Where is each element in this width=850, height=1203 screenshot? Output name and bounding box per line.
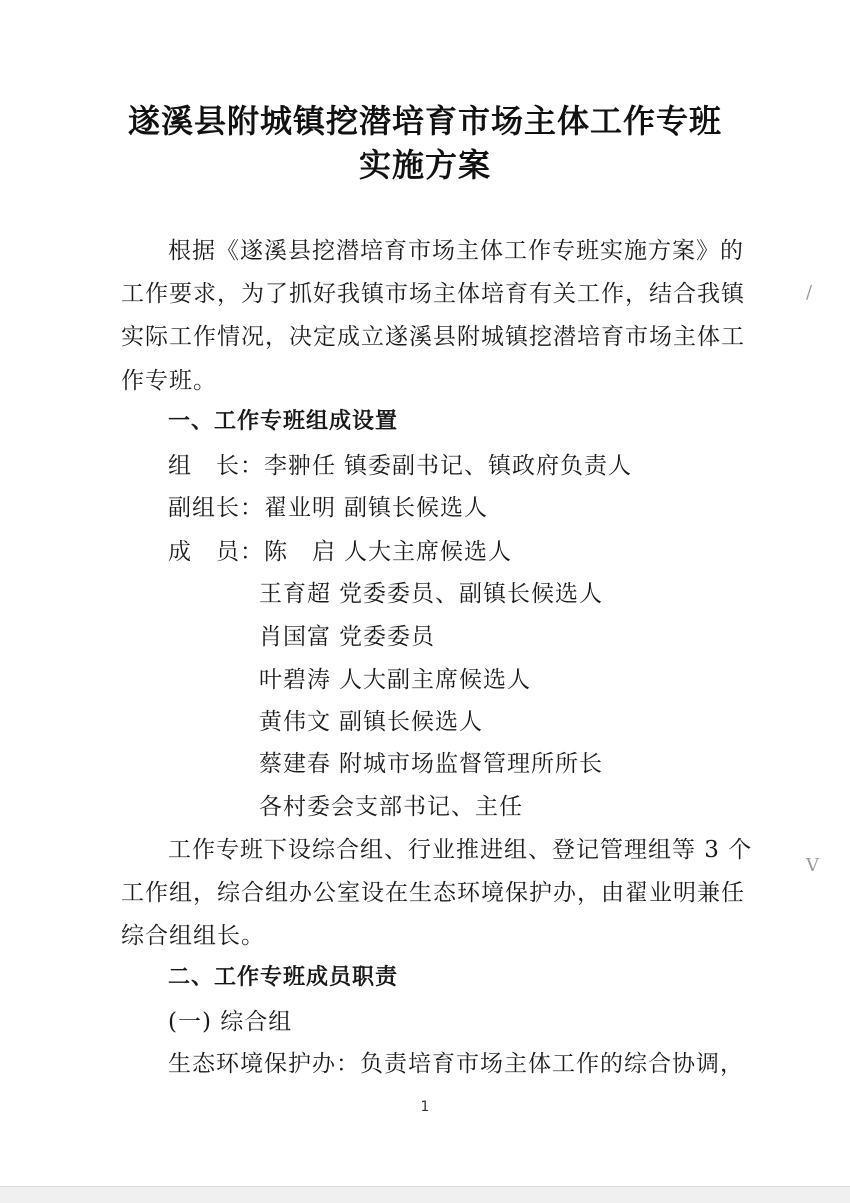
deputy-row xyxy=(168,489,488,522)
section1-para-line-1: 工作专班下设综合组、行业推进组、登记管理组等 3 个 xyxy=(168,837,753,863)
section2-text: 生态环境保护办：负责培育市场主体工作的综合协调， xyxy=(168,1051,744,1077)
member-row-7: 各村委会支部书记、主任 xyxy=(259,794,523,820)
section1-heading: 一、工作专班组成设置 xyxy=(168,409,399,434)
document-title-line2: 实施方案 xyxy=(358,146,491,184)
scan-mark: / xyxy=(806,282,813,303)
member-name: 陈 启 xyxy=(264,539,336,565)
member-role: 副镇长候选人 xyxy=(339,709,483,735)
member-name: 王育超 xyxy=(259,581,331,607)
leader-row xyxy=(168,447,632,480)
member-row-6 xyxy=(259,745,603,778)
member-row-3 xyxy=(259,618,435,651)
member-role: 党委委员、副镇长候选人 xyxy=(339,581,603,607)
scan-mark: V xyxy=(806,855,819,876)
member-row-5 xyxy=(259,703,483,736)
member-name: 蔡建春 xyxy=(259,751,331,777)
scan-bottom-edge xyxy=(0,1186,850,1203)
member-name: 叶碧涛 xyxy=(259,667,331,693)
section1-para-line-3: 综合组组长。 xyxy=(121,923,265,949)
section2-heading: 二、工作专班成员职责 xyxy=(168,965,399,990)
member-role: 人大主席候选人 xyxy=(344,539,512,565)
member-row-4 xyxy=(259,661,531,694)
leader-label: 组 长： xyxy=(168,453,264,479)
document-title-line1: 遂溪县附城镇挖潜培育市场主体工作专班 xyxy=(127,102,722,140)
members-label: 成 员： xyxy=(168,539,264,565)
deputy-name: 翟业明 xyxy=(264,495,336,521)
member-row-2 xyxy=(259,575,603,608)
member-role: 党委委员 xyxy=(339,624,435,650)
section2-subheading: (一) 综合组 xyxy=(168,1009,293,1035)
section1-para-line-2: 工作组，综合组办公室设在生态环境保护办，由翟业明兼任 xyxy=(121,880,745,906)
member-name: 黄伟文 xyxy=(259,709,331,735)
intro-line-2: 工作要求，为了抓好我镇市场主体培育有关工作，结合我镇 xyxy=(121,281,745,307)
leader-name: 李翀任 xyxy=(264,453,336,479)
page-number: 1 xyxy=(420,1099,430,1115)
member-name: 肖国富 xyxy=(259,624,331,650)
deputy-label: 副组长： xyxy=(168,495,264,521)
leader-role: 镇委副书记、镇政府负责人 xyxy=(344,453,632,479)
member-role: 附城市场监督管理所所长 xyxy=(339,751,603,777)
intro-line-1: 根据《遂溪县挖潜培育市场主体工作专班实施方案》的 xyxy=(168,238,744,264)
member-row-1 xyxy=(168,533,512,566)
deputy-role: 副镇长候选人 xyxy=(344,495,488,521)
member-role: 人大副主席候选人 xyxy=(339,667,531,693)
intro-line-3: 实际工作情况，决定成立遂溪县附城镇挖潜培育市场主体工 xyxy=(121,324,745,350)
intro-line-4: 作专班。 xyxy=(121,368,217,394)
